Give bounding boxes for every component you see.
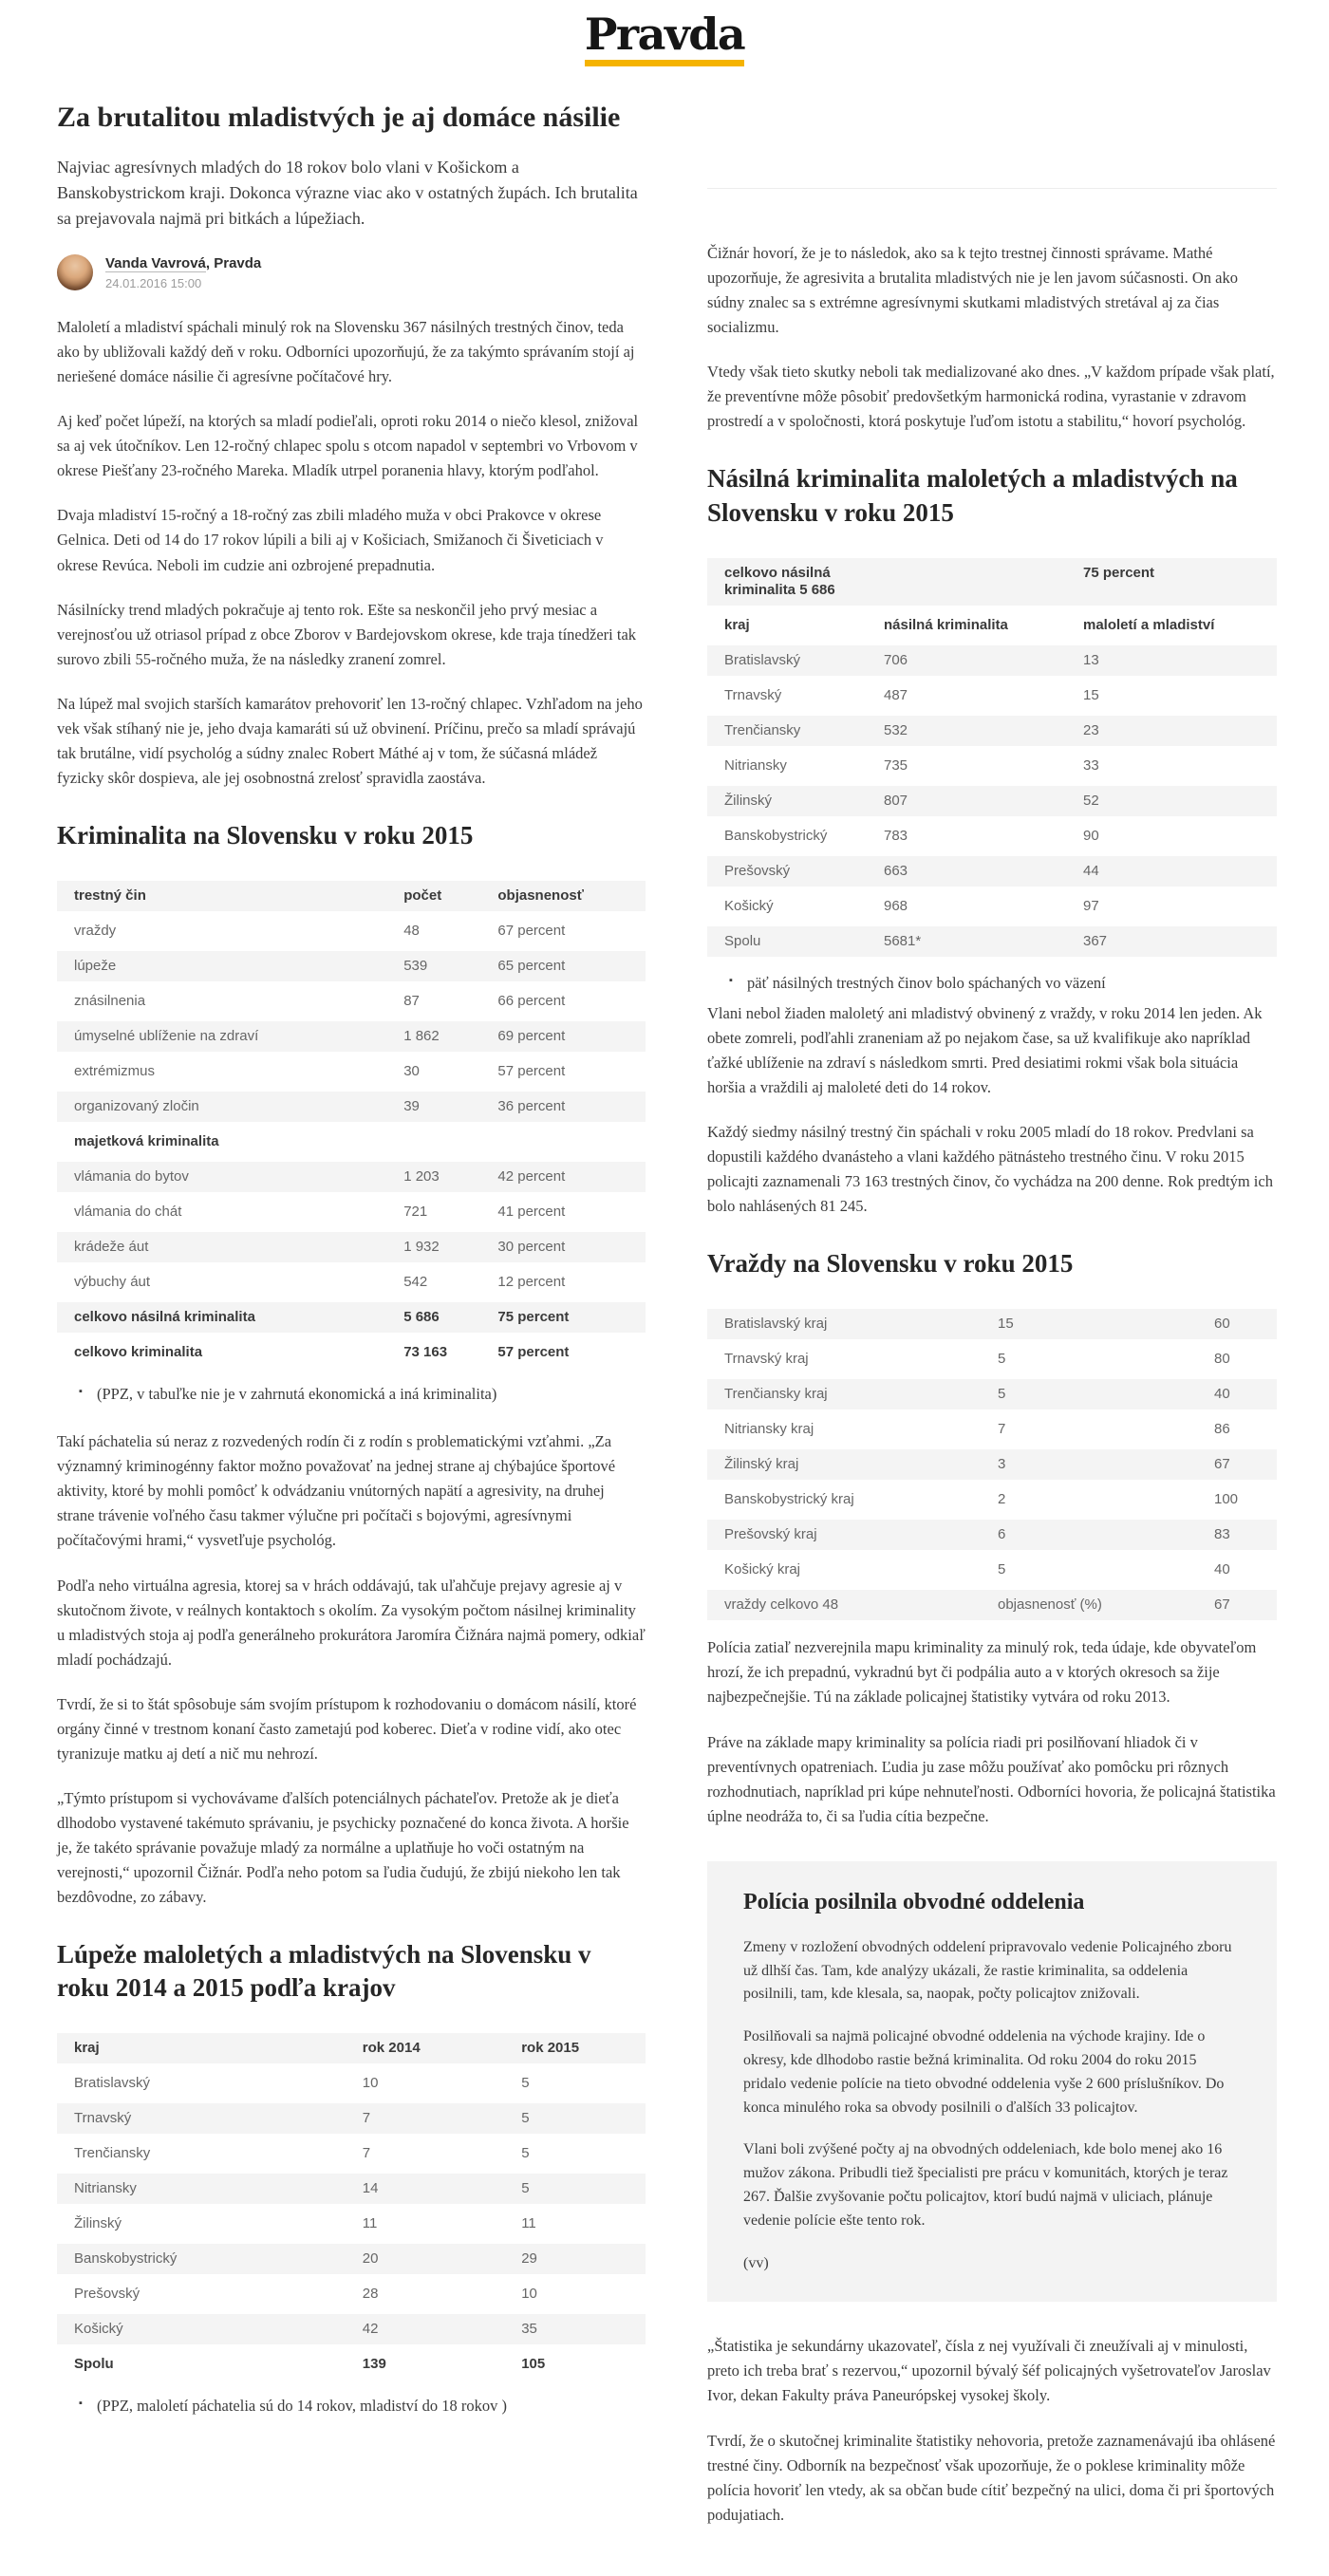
right-column: [707, 84, 1277, 2548]
table-cell: 57 percent: [497, 1063, 566, 1080]
table-cell: celkovo násilná kriminalita 5 686: [724, 564, 835, 598]
table-cell: 97: [1083, 897, 1099, 914]
table-cell: 5: [998, 1351, 1006, 1368]
table-row: [707, 610, 1277, 641]
paragraph: Tvrdí, že o skutočnej kriminalite štatistiky nehovoria, pretože zaznamenávajú iba ohlásené trestné činy. Odborník na bezpečnosť však upozorňuje, že o poklese kriminality môže polícia hovoriť len vtedy, ak sa občan bude cítiť bezpečný na ulici, doma či pri športových podujatiach.: [707, 2431, 1276, 2524]
table-cell: 5: [521, 2075, 530, 2092]
table-cell: [386, 1127, 480, 1157]
pravda-logo[interactable]: [585, 11, 744, 66]
table-row: [707, 926, 1277, 957]
table-lupeze: [57, 2033, 646, 2380]
author-name-link[interactable]: Vanda Vavrová: [105, 255, 206, 271]
table-cell: Trenčiansky: [74, 2145, 151, 2162]
table-row: [707, 716, 1277, 746]
table-cell: Prešovský: [724, 862, 791, 879]
table-cell: lúpeže: [74, 958, 117, 975]
table-row: [57, 1056, 646, 1087]
table-cell: rok 2014: [362, 2040, 421, 2057]
logo-underline-bar: [585, 60, 744, 66]
table-cell: Bratislavský: [74, 2075, 151, 2092]
table-cell: 735: [884, 756, 908, 774]
table-row: [57, 2314, 646, 2344]
table-cell: 539: [403, 958, 428, 975]
table-cell: 7: [362, 2110, 371, 2127]
table-cell: 40: [1214, 1561, 1230, 1578]
table-cell: 13: [1083, 651, 1099, 668]
table-cell: 3: [998, 1456, 1006, 1473]
table-row: [57, 2279, 646, 2309]
table-cell: 90: [1083, 827, 1099, 844]
table-row: [57, 1021, 646, 1052]
table-cell: 2: [998, 1491, 1006, 1508]
table-cell: 5: [998, 1386, 1006, 1403]
table-cell: 87: [403, 993, 420, 1010]
table-row: [57, 1337, 646, 1368]
table-cell: 30 percent: [497, 1239, 566, 1256]
table-cell: 663: [884, 862, 908, 879]
table-cell: extrémizmus: [74, 1063, 156, 1080]
paragraph: Na lúpež mal svojich starších kamarátov prehovoriť len 13-ročný chlapec. Vzhľadom na jeho vek však stíhaný nie je, jeho dvaja kamaráti sú už obvinení. Príčinu, prečo sa mladí správajú tak brutálne, vidí psychológ a súdny znalec Robert Máthé aj v tom, že súčasná mládež fyzicky skôr dospieva, ale jej osobnostná zrelosť spravidla zaostáva.: [57, 694, 643, 787]
publish-date: 24.01.2016 15:00: [105, 275, 202, 290]
table-cell: násilná kriminalita: [884, 616, 1008, 633]
table-cell: trestný čin: [74, 887, 146, 905]
table-row: [707, 1555, 1277, 1585]
paragraph: Maloletí a mladiství spáchali minulý rok na Slovensku 367 násilných trestných činov, teda ako by ubližovali každý deň v roku. Odborníci upozorňujú, že za takýmto správaním stojí aj neriešené domáce násilie či agresívne počítačové hry.: [57, 318, 635, 386]
masthead: [0, 0, 1329, 84]
table-row: [57, 2103, 646, 2134]
table-cell: 42 percent: [497, 1168, 566, 1185]
table-cell: Košický kraj: [724, 1561, 801, 1578]
table-cell: 36 percent: [497, 1098, 566, 1115]
paragraph: Vlani boli zvýšené počty aj na obvodných oddeleniach, kde bolo menej ako 16 mužov zákona. Pribudli tiež špecialisti pre prácu v komunitách, ktorých je teraz 267. Ďalšie zvyšovanie počtu policajtov, ktorí budú najmä v uliciach, plánuje vedenie polície ešte tento rok.: [743, 2141, 1228, 2229]
table-cell: Prešovský: [74, 2286, 140, 2303]
table-cell: 5 686: [403, 1309, 440, 1326]
table-cell: [867, 558, 1066, 606]
table-cell: objasnenosť: [497, 887, 584, 905]
table-cell: 52: [1083, 792, 1099, 809]
table-cell: 60: [1214, 1316, 1230, 1333]
table-row: [707, 1449, 1277, 1480]
table-cell: 105: [521, 2356, 546, 2373]
page-title: Za brutalitou mladistvých je aj domáce násilie: [57, 102, 621, 133]
paragraph: Aj keď počet lúpeží, na ktorých sa mladí podieľali, oproti roku 2014 o niečo klesol, znižoval sa aj vek útočníkov. Len 12-ročný chlapec spolu s otcom napadol v septembri vo Vrbovom v okrese Piešťany 23-ročného Mareka. Mladík utrpel poranenia hlavy, ktorým podľahol.: [57, 412, 639, 480]
table-cell: celkovo násilná kriminalita: [74, 1309, 255, 1326]
table-cell: kraj: [724, 616, 750, 633]
table-cell: 23: [1083, 721, 1099, 738]
table-cell: 29: [521, 2250, 537, 2268]
table-row: [57, 2033, 646, 2063]
table-kriminalita: [57, 881, 646, 1368]
author-block: [57, 254, 646, 290]
table-cell: Nitriansky: [74, 2180, 137, 2197]
table-cell: 1 932: [403, 1239, 440, 1256]
table-row: [707, 1379, 1277, 1409]
table-cell: [480, 1127, 646, 1157]
table-row: [57, 1302, 646, 1333]
table-cell: 542: [403, 1274, 428, 1291]
column-divider: [707, 188, 1277, 189]
table-cell: 66 percent: [497, 993, 566, 1010]
table-row: [57, 2068, 646, 2099]
table-row: [57, 2174, 646, 2204]
table-cell: 968: [884, 897, 908, 914]
paragraph: Dvaja mladiství 15-ročný a 18-ročný zas zbili mladého muža v obci Prakovce v okrese Gelnica. Deti od 14 do 17 rokov lúpili a bili aj v Košiciach, Smižanoch či Šiveticiach v okrese Revúca. Neboli im cudzie ani ozbrojené prepadnutia.: [57, 506, 604, 574]
table-row: [57, 1162, 646, 1192]
table-cell: 67 percent: [497, 923, 566, 940]
table-cell: Trenčiansky kraj: [724, 1386, 828, 1403]
table-cell: 5: [521, 2180, 530, 2197]
table-cell: Košický: [724, 897, 774, 914]
table-cell: Trnavský kraj: [724, 1351, 809, 1368]
table-row: [707, 891, 1277, 922]
right-paragraphs-after: [707, 1635, 1277, 1828]
right-paragraphs-mid: [707, 1001, 1277, 1220]
table-cell: 75 percent: [497, 1309, 570, 1326]
table-row: [707, 681, 1277, 711]
table-cell: kraj: [74, 2040, 100, 2057]
table-row: [57, 2138, 646, 2169]
table-cell: 15: [1083, 686, 1099, 703]
paragraph: Násilnícky trend mladých pokračuje aj tento rok. Ešte sa neskončil jeho prvý mesiac a verejnosťou už otriasol prípad z obce Zborov v Bardejovskom okrese, kde traja tínedžeri tak surovo zbili 55-ročného muža, že na následky zranení zomrel.: [57, 600, 637, 668]
table-cell: 67: [1214, 1596, 1230, 1614]
infobox-paragraphs: [743, 1936, 1241, 2233]
table-cell: 5: [998, 1561, 1006, 1578]
left-paragraphs-mid: [57, 1429, 646, 1910]
table-cell: 807: [884, 792, 908, 809]
table-row: [57, 986, 646, 1017]
table-cell: 1 862: [403, 1028, 440, 1045]
table-cell: 20: [362, 2250, 379, 2268]
table-cell: Bratislavský kraj: [724, 1316, 828, 1333]
table-row: [707, 1309, 1277, 1339]
table-note: ▪ päť násilných trestných činov bolo spáchaných vo väzení: [707, 972, 1277, 994]
paragraph: Každý siedmy násilný trestný čin spáchali v roku 2005 mladí do 18 rokov. Predvlani sa dopustili každého dvanásteho a vlani každého pätnásteho trestného činu. V roku 2015 policajti zaznamenali 73 163 trestných činov, čo vychádza na 200 denne. Rok predtým ich bolo nahlásených 81 245.: [707, 1122, 1273, 1216]
table-cell: vraždy: [74, 923, 117, 940]
table-cell: Bratislavský: [724, 651, 801, 668]
table-cell: 10: [521, 2286, 537, 2303]
paragraph: Polícia zatiaľ nezverejnila mapu kriminality za minulý rok, teda údaje, kde obyvateľom hrozí, že ich prepadnú, vykradnú byt či podpália auto a v ktorých okresoch sa žije najbezpečnejšie. Tú na základe policajnej štatistiky vytvára od roku 2013.: [707, 1638, 1257, 1707]
article-columns: [0, 84, 1329, 2576]
paragraph: Tvrdí, že si to štát spôsobuje sám svojím prístupom k rozhodovaniu o domácom násilí, ktoré orgány činné v trestnom konaní často zametajú pod koberec. Dieťa v rodine vidí, ako otec tyranizuje matku aj detí a nič mu nehrozí.: [57, 1694, 637, 1763]
table-cell: krádeže áut: [74, 1239, 149, 1256]
table-cell: Žilinský: [724, 792, 773, 809]
right-paragraphs-bottom: [707, 2334, 1277, 2527]
table-cell: 783: [884, 827, 908, 844]
table-row: [707, 786, 1277, 816]
table-cell: úmyselné ublíženie na zdraví: [74, 1028, 259, 1045]
table-row: [707, 1590, 1277, 1620]
table-row: [57, 881, 646, 911]
table-row: [707, 645, 1277, 676]
table-cell: počet: [403, 887, 442, 905]
table-cell: Nitriansky kraj: [724, 1421, 814, 1438]
table-cell: 73 163: [403, 1344, 448, 1361]
section-heading-vrazdy: Vraždy na Slovensku v roku 2015: [707, 1249, 1074, 1279]
table-cell: 69 percent: [497, 1028, 566, 1045]
table-cell: 44: [1083, 862, 1099, 879]
table-nasilna-kriminalita: [707, 558, 1277, 957]
paragraph: „Týmto prístupom si vychovávame ďalších potenciálnych páchateľov. Pretože ak je dieťa dlhodobo vystavené takémuto správaniu, je psychicky poznačené do konca života. A horšie je, že takéto správanie považuje mladý za normálne a uplatňuje ho voči ostatným na verejnosti,“ upozornil Čižnár. Podľa neho potom sa ľudia čudujú, že zbijú niekoho len tak bezdôvodne, zo zábavy.: [57, 1788, 629, 1907]
table-cell: 100: [1214, 1491, 1239, 1508]
section-heading-kriminalita: Kriminalita na Slovensku v roku 2015: [57, 821, 474, 849]
table-cell: Banskobystrický: [74, 2250, 178, 2268]
table-cell: 35: [521, 2321, 537, 2338]
paragraph: Zmeny v rozložení obvodných oddelení pripravovalo vedenie Policajného zboru už dlhší čas. Tam, kde analýzy ukázali, že rastie kriminalita, sa oddelenia posilnili, tam, kde klesala, sa, naopak, počty policajtov znižovali.: [743, 1938, 1232, 2003]
author-suffix: , Pravda: [205, 255, 262, 271]
table-cell: 367: [1083, 932, 1108, 949]
table-cell: 40: [1214, 1386, 1230, 1403]
table-cell: 67: [1214, 1456, 1230, 1473]
table-cell: 15: [998, 1316, 1014, 1333]
table-cell: 5: [521, 2110, 530, 2127]
table-cell: znásilnenia: [74, 993, 146, 1010]
table-cell: 5: [521, 2145, 530, 2162]
table-cell: 28: [362, 2286, 379, 2303]
right-paragraphs-top: [707, 241, 1277, 434]
table-row: [57, 1092, 646, 1122]
table-cell: 75 percent: [1083, 564, 1155, 581]
table-cell: 7: [998, 1421, 1006, 1438]
table-cell: Trnavský: [724, 686, 782, 703]
table-cell: 39: [403, 1098, 420, 1115]
infobox-heading: Polícia posilnila obvodné oddelenia: [743, 1889, 1085, 1914]
author-meta: [105, 254, 261, 290]
table-cell: 706: [884, 651, 908, 668]
table-cell: 41 percent: [497, 1204, 566, 1221]
table-cell: 86: [1214, 1421, 1230, 1438]
table-row: [707, 751, 1277, 781]
table-cell: Prešovský kraj: [724, 1526, 817, 1543]
table-cell: 11: [521, 2215, 536, 2232]
table-cell: Žilinský: [74, 2215, 122, 2232]
section-heading-nasilna: Násilná kriminalita maloletých a mladistvých na Slovensku v roku 2015: [707, 464, 1238, 527]
article-lead: Najviac agresívnych mladých do 18 rokov bolo vlani v Košickom a Banskobystrickom kraji. Dokonca výrazne viac ako v ostatných župách. Ich brutalita sa prejavovala najmä pri bitkách a lúpežiach.: [57, 158, 638, 228]
table-cell: objasnenosť (%): [998, 1596, 1102, 1614]
table-row: [707, 821, 1277, 851]
table-cell: 1 203: [403, 1168, 440, 1185]
author-avatar[interactable]: [57, 254, 93, 290]
police-infobox: [707, 1861, 1277, 2303]
table-cell: 11: [362, 2215, 378, 2232]
table-cell: 57 percent: [497, 1344, 570, 1361]
table-cell: Spolu: [74, 2356, 114, 2373]
table-cell: 83: [1214, 1526, 1230, 1543]
table-row: [707, 1344, 1277, 1374]
section-heading-lupeze: Lúpeže maloletých a mladistvých na Slovensku v roku 2014 a 2015 podľa krajov: [57, 1940, 591, 2003]
table-row: [57, 1267, 646, 1297]
table-cell: organizovaný zločin: [74, 1098, 199, 1115]
table-cell: Nitriansky: [724, 756, 787, 774]
paragraph: Podľa neho virtuálna agresia, ktorej sa v hrách oddávajú, tak uľahčuje prejavy agresie aj v skutočnom živote, v reálnych kontaktoch s okolím. Za vysokým počtom násilnej kriminality u mladistvých stoja aj podľa generálneho prokurátora Jaromíra Čižnára najmä pomery, odkiaľ mladí pochádzajú.: [57, 1576, 646, 1669]
table-cell: 30: [403, 1063, 420, 1080]
table-cell: Trenčiansky: [724, 721, 801, 738]
table-row: [57, 2244, 646, 2274]
table-note: ▪ (PPZ, v tabuľke nie je v zahrnutá ekonomická a iná kriminalita): [57, 1383, 646, 1405]
infobox-signature: (vv): [743, 2254, 769, 2271]
paragraph: Vtedy však tieto skutky neboli tak medializované ako dnes. „V každom prípade však platí, že preventívne môže pôsobiť predovšetkým harmonická rodina, vyrastanie v zdravom prostredí a v spoločnosti, ktorá poskytuje ľuďom istotu a stabilitu,“ hovorí psychológ.: [707, 363, 1275, 431]
table-cell: 5681*: [884, 932, 922, 949]
table-cell: Banskobystrický kraj: [724, 1491, 854, 1508]
author-line: [105, 255, 261, 273]
table-note: ▪ (PPZ, maloletí páchatelia sú do 14 rokov, mladiství do 18 rokov ): [57, 2395, 646, 2417]
paragraph: Vlani nebol žiaden maloletý ani mladistvý obvinený z vraždy, v roku 2014 len jeden. Ak obete zomreli, podľahli zraneniam až po nejakom čase, sa už kvalifikuje ako napríklad ťažké ublíženie na zdraví s následkom smrti. Pred desiatimi rokmi však bola situácia horšia a vraždili aj maloleté deti do 14 rokov.: [707, 1003, 1263, 1096]
left-column: [57, 84, 646, 2548]
table-cell: 80: [1214, 1351, 1230, 1368]
paragraph: Posilňovali sa najmä policajné obvodné oddelenia na východe krajiny. Ide o okresy, kde dlhodobo rastie bežná kriminalita. Od roku 2004 do roku 2015 pridalo vedenie polície na tieto obvodné oddelenia vyše 2 600 príslušníkov. Do konca minulého roka sa obvody posilnili o ďalších 33 policajtov.: [743, 2028, 1225, 2116]
table-row: [57, 951, 646, 981]
table-cell: Košický: [74, 2321, 123, 2338]
table-cell: 33: [1083, 756, 1099, 774]
table-cell: vlámania do chát: [74, 1204, 182, 1221]
table-cell: vlámania do bytov: [74, 1168, 189, 1185]
table-cell: Trnavský: [74, 2110, 132, 2127]
paragraph: „Štatistika je sekundárny ukazovateľ, čísla z nej využívali či zneužívali aj v minulosti, preto ich treba brať s rezervou,“ upozornil bývalý šéf policajných vyšetrovateľov Jaroslav Ivor, dekan Fakulty práva Paneurópskej vysokej školy.: [707, 2337, 1271, 2405]
table-cell: maloletí a mladiství: [1083, 616, 1215, 633]
table-cell: celkovo kriminalita: [74, 1344, 203, 1361]
table-cell: 487: [884, 686, 908, 703]
table-cell: 139: [362, 2356, 386, 2373]
table-cell: 6: [998, 1526, 1006, 1543]
table-row: [707, 1414, 1277, 1445]
table-cell: 42: [362, 2321, 379, 2338]
table-cell: majetková kriminalita: [74, 1133, 219, 1150]
table-row: [707, 856, 1277, 887]
table-cell: 65 percent: [497, 958, 566, 975]
table-row: [707, 1520, 1277, 1550]
table-cell: 532: [884, 721, 908, 738]
table-cell: 10: [362, 2075, 379, 2092]
table-cell: 7: [362, 2145, 371, 2162]
table-row: [57, 1232, 646, 1262]
table-row: [57, 2349, 646, 2380]
table-cell: Žilinský kraj: [724, 1456, 799, 1473]
table-cell: 14: [362, 2180, 379, 2197]
table-cell: Spolu: [724, 932, 761, 949]
left-paragraphs-top: [57, 315, 646, 791]
table-vrazdy: [707, 1309, 1277, 1620]
table-row: [57, 1127, 646, 1157]
table-row: [57, 2209, 646, 2239]
paragraph: Čižnár hovorí, že je to následok, ako sa k tejto trestnej činnosti správame. Mathé upozorňuje, že agresivita a brutalita mladistvých nie je len javom súčasnosti. On ako súdny znalec sa s extrémne agresívnymi skutkami mladistvých stretával aj za čias socializmu.: [707, 244, 1239, 337]
table-cell: rok 2015: [521, 2040, 580, 2057]
paragraph: Práve na základe mapy kriminality sa polícia riadi pri posilňovaní hliadok či v preventívnych opatreniach. Ľudia ju zase môžu používať ako pomôcku pri rôznych rozhodnutiach, napríklad pri kúpe nehnuteľnosti. Odborníci hovoria, že policajná štatistika úplne neodráža to, či sa ľudia cítia bezpečne.: [707, 1732, 1276, 1825]
table-cell: výbuchy áut: [74, 1274, 151, 1291]
column-gap: [646, 84, 707, 2548]
table-cell: 12 percent: [497, 1274, 566, 1291]
table-cell: 48: [403, 923, 420, 940]
table-row: [707, 1484, 1277, 1515]
table-row: [57, 1197, 646, 1227]
table-row: [707, 558, 1277, 606]
table-cell: 721: [403, 1204, 428, 1221]
table-cell: Banskobystrický: [724, 827, 828, 844]
pravda-logo-text: Pravda: [584, 9, 745, 60]
table-row: [57, 916, 646, 946]
table-cell: vraždy celkovo 48: [724, 1596, 839, 1614]
paragraph: Takí páchatelia sú neraz z rozvedených rodín či z rodín s problematickými vzťahmi. „Za významný kriminogénny faktor možno považovať na jednej strane aj chýbajúce športové aktivity, ktoré by mohli pomôcť k odvádzaniu vnútorných napätí a agresivity, na druhej strane trávenie voľného času takmer výlučne pri počítači s bojovými, agresívnymi počítačovými hrami,“ vysvetľuje psychológ.: [57, 1432, 616, 1550]
